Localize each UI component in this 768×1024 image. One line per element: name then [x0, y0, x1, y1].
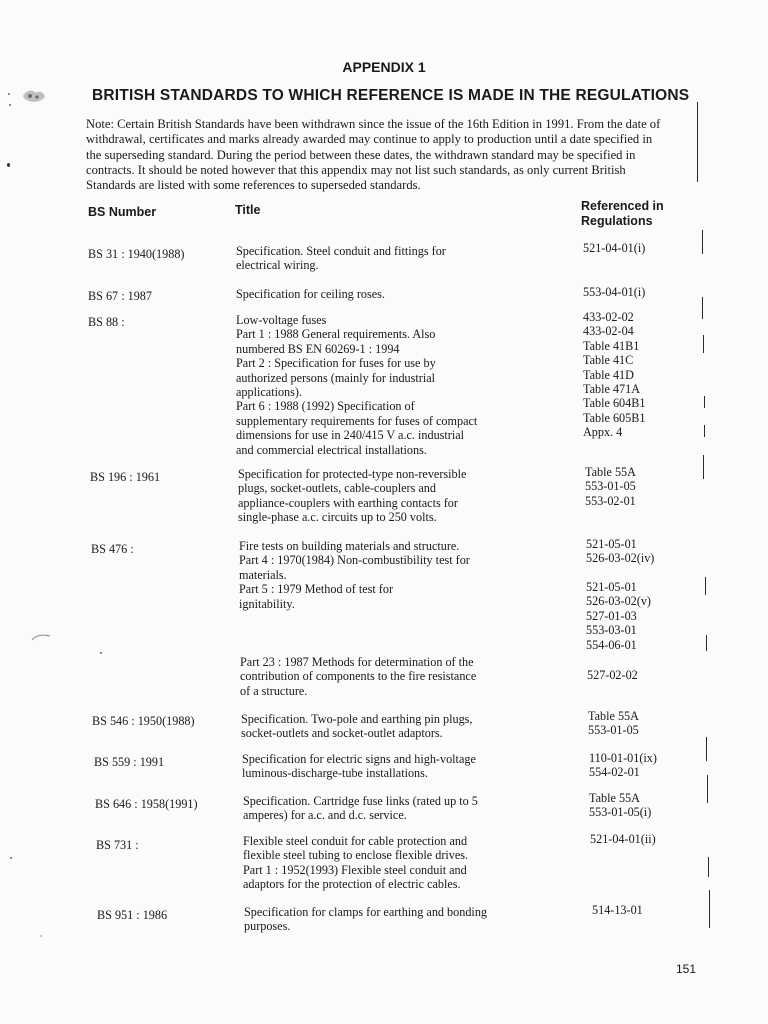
title-line: Part 5 : 1979 Method of test for [239, 582, 394, 597]
regulation-ref: 526-03-02(v) [586, 594, 651, 609]
title-line: Specification for protected-type non-reversible [238, 467, 467, 481]
regulation-refs [589, 751, 657, 780]
title-line: authorized persons (mainly for industrial [236, 370, 436, 385]
title-line: Part 6 : 1988 (1992) Specification of [236, 399, 415, 414]
regulation-refs [586, 537, 654, 566]
regulation-ref: 553-04-01(i) [583, 285, 646, 299]
page-heading: BRITISH STANDARDS TO WHICH REFERENCE IS MADE IN THE REGULATIONS [92, 87, 690, 104]
standard-title [238, 467, 538, 525]
title-line: electrical wiring. [236, 258, 319, 273]
regulation-ref: 553-01-05 [588, 723, 639, 738]
bs-number: BS 196 : 1961 [90, 470, 161, 484]
change-bar [709, 890, 710, 928]
regulation-ref: Table 471A [583, 382, 641, 397]
standard-title [243, 834, 543, 892]
regulation-ref: Table 41B1 [583, 338, 640, 353]
title-line: Part 1 : 1952(1993) Flexible steel conduit and [243, 862, 467, 877]
bs-number: BS 731 : [96, 838, 139, 852]
standard-title [243, 794, 543, 823]
column-header-referenced [581, 199, 664, 229]
regulation-ref: 514-13-01 [592, 903, 643, 917]
regulation-ref: Table 41D [583, 367, 634, 382]
title-line: ignitability. [239, 596, 295, 611]
title-line: Specification for electric signs and high-voltage [242, 752, 476, 766]
change-bar [708, 857, 709, 877]
regulation-ref: 521-05-01 [586, 580, 637, 594]
regulation-refs [588, 709, 639, 738]
note-line: contracts. It should be noted however that this appendix may not list such standards, as only current British [86, 162, 626, 177]
regulation-ref: 521-04-01(ii) [590, 832, 656, 846]
standard-title [236, 313, 536, 457]
change-bar [703, 455, 704, 479]
regulation-ref: 553-03-01 [586, 623, 637, 638]
regulation-ref: 110-01-01(ix) [589, 751, 657, 765]
standard-title [244, 905, 544, 934]
scan-speck [9, 104, 11, 106]
title-line: Specification. Two-pole and earthing pin plugs, [241, 712, 473, 726]
bs-number: BS 31 : 1940(1988) [88, 247, 185, 261]
change-bar [705, 577, 706, 595]
title-line: applications). [236, 385, 302, 400]
scan-speck [10, 857, 12, 859]
regulation-ref: 553-01-05(i) [589, 805, 652, 820]
regulation-ref: 554-02-01 [589, 765, 640, 780]
regulation-refs [583, 310, 645, 440]
column-header-referenced-line1: Referenced in [581, 199, 664, 213]
title-line: of a structure. [240, 683, 308, 698]
regulation-ref: Table 41C [583, 353, 634, 368]
regulation-ref: Table 605B1 [583, 410, 646, 425]
note-line: Standards are listed with some references to superseded standards. [86, 178, 421, 193]
standard-title [239, 539, 539, 611]
regulation-refs [589, 791, 651, 820]
title-line: Specification for clamps for earthing and bonding [244, 905, 488, 919]
title-line: purposes. [244, 919, 291, 934]
change-bar [706, 737, 707, 761]
standard-title [240, 655, 540, 698]
regulation-ref: 526-03-02(iv) [586, 551, 655, 566]
regulation-ref: Table 55A [585, 465, 636, 479]
title-line: Low-voltage fuses [236, 313, 327, 327]
title-line: single-phase a.c. circuits up to 250 volts. [238, 510, 437, 525]
title-line: contribution of components to the fire resistance [240, 669, 477, 684]
appendix-label: APPENDIX 1 [342, 59, 426, 75]
change-bar [704, 425, 705, 437]
bs-number: BS 951 : 1986 [97, 908, 168, 922]
title-line: flexible steel tubing to enclose flexible drives. [243, 848, 469, 863]
note-line: withdrawal, certificates and marks already awarded may continue to apply to production until a date specified in [86, 132, 653, 147]
title-line: Part 23 : 1987 Methods for determination of the [240, 655, 474, 669]
title-line: Part 1 : 1988 General requirements. Also [236, 327, 436, 342]
title-line: Part 2 : Specification for fuses for use by [236, 356, 436, 371]
scan-smudge-mark [20, 86, 48, 108]
title-line: luminous-discharge-tube installations. [242, 766, 428, 781]
regulation-ref: 527-01-03 [586, 608, 637, 623]
title-line: amperes) for a.c. and d.c. service. [243, 808, 407, 823]
standard-title [236, 244, 536, 273]
title-line: plugs, socket-outlets, cable-couplers and [238, 481, 436, 496]
bs-number: BS 67 : 1987 [88, 289, 152, 303]
bs-number: BS 476 : [91, 542, 134, 556]
regulation-ref: 553-01-05 [585, 479, 636, 494]
regulation-ref: 521-04-01(i) [583, 241, 646, 255]
regulation-refs [586, 580, 651, 652]
regulation-ref: Table 55A [588, 709, 639, 723]
change-bar [704, 396, 705, 408]
regulation-refs [590, 832, 656, 846]
change-bar [702, 297, 703, 319]
title-line: socket-outlets and socket-outlet adaptors. [241, 726, 443, 741]
change-bar [707, 775, 708, 803]
scan-curve-mark [30, 632, 52, 642]
change-bar [703, 335, 704, 353]
regulation-refs [585, 465, 636, 508]
standard-title [241, 712, 541, 741]
bs-number: BS 646 : 1958(1991) [95, 797, 198, 811]
regulation-refs [583, 241, 645, 255]
standard-title [242, 752, 542, 781]
regulation-ref: Table 604B1 [583, 396, 646, 411]
regulation-ref: 521-05-01 [586, 537, 637, 551]
change-bar [697, 102, 698, 182]
title-line: Flexible steel conduit for cable protection and [243, 834, 468, 848]
title-line: Fire tests on building materials and structure. [239, 539, 460, 553]
regulation-refs [587, 668, 638, 682]
note-paragraph [86, 117, 690, 193]
title-line: Specification. Steel conduit and fittings for [236, 244, 446, 258]
column-header-bs-number: BS Number [88, 205, 157, 219]
scan-speck [8, 93, 10, 95]
scan-speck [40, 935, 42, 937]
title-line: adaptors for the protection of electric cables. [243, 877, 461, 892]
regulation-refs [592, 903, 643, 917]
note-line: the superseding standard. During the period between these dates, the withdrawn standard may be specified in [86, 147, 636, 162]
title-line: supplementary requirements for fuses of compact [236, 413, 478, 428]
note-line: Note: Certain British Standards have been withdrawn since the issue of the 16th Edition in 1991. From the date of [86, 117, 661, 131]
column-header-title: Title [235, 203, 261, 217]
regulation-ref: 433-02-02 [583, 310, 634, 324]
regulation-ref: 527-02-02 [587, 668, 638, 682]
bs-number: BS 559 : 1991 [94, 755, 165, 769]
change-bar [702, 230, 703, 254]
scan-speck [100, 652, 102, 654]
title-line: Part 4 : 1970(1984) Non-combustibility test for [239, 553, 470, 568]
regulation-ref: 554-06-01 [586, 637, 637, 652]
regulation-ref: Table 55A [589, 791, 640, 805]
change-bar [706, 635, 707, 651]
bs-number: BS 88 : [88, 315, 125, 329]
page-number: 151 [676, 962, 697, 976]
title-line: Specification. Cartridge fuse links (rated up to 5 [243, 794, 478, 808]
column-header-referenced-line2: Regulations [581, 214, 653, 228]
title-line: dimensions for use in 240/415 V a.c. industrial [236, 428, 465, 443]
bs-number: BS 546 : 1950(1988) [92, 714, 195, 728]
title-line: and commercial electrical installations. [236, 442, 427, 457]
regulation-refs [583, 285, 645, 299]
standard-title [236, 287, 536, 301]
title-line: Specification for ceiling roses. [236, 287, 385, 301]
scan-speck [7, 163, 10, 167]
title-line: materials. [239, 567, 287, 582]
title-line: appliance-couplers with earthing contacts for [238, 495, 458, 510]
regulation-ref: Appx. 4 [583, 425, 623, 440]
regulation-ref: 553-02-01 [585, 493, 636, 508]
title-line: numbered BS EN 60269-1 : 1994 [236, 341, 400, 356]
regulation-ref: 433-02-04 [583, 324, 634, 339]
